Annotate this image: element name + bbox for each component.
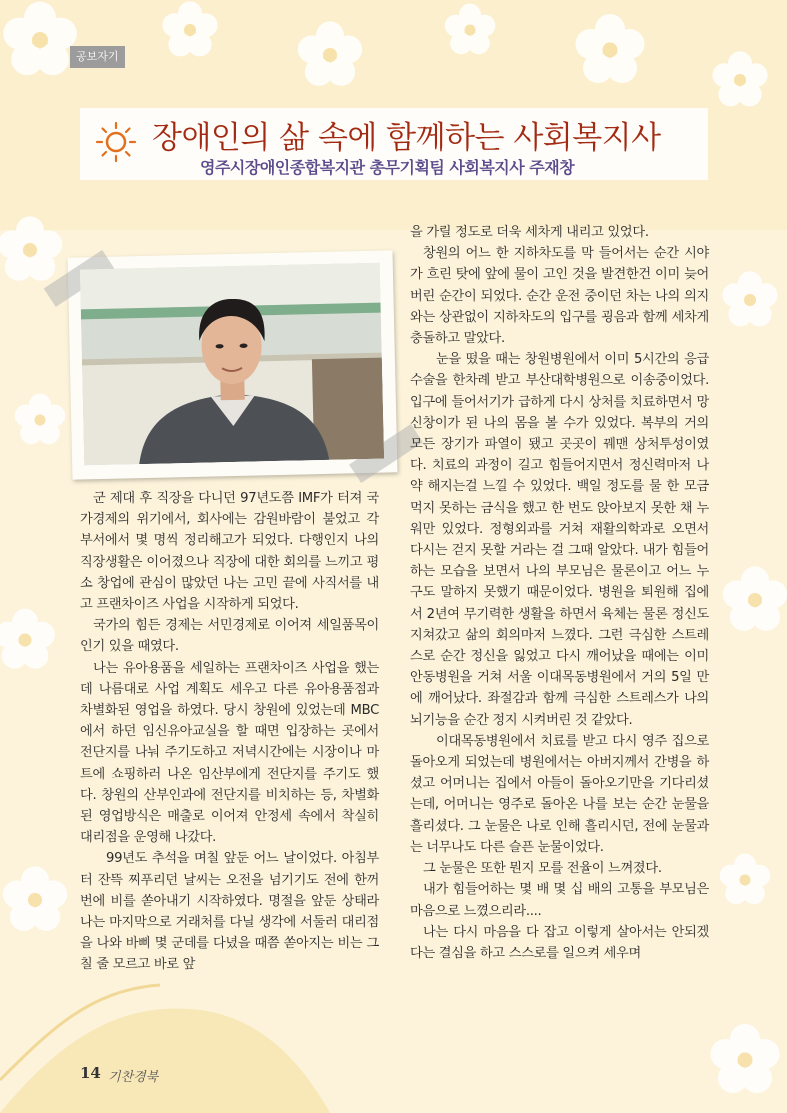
- author-photo: [80, 263, 384, 466]
- paragraph: 눈을 떴을 때는 창원병원에서 이미 5시간의 응급수술을 한차례 받고 부산대학병원으로 이송중이었다. 입구에 들어서기가 급하게 다시 상처를 치료하면서 망신창이가 된 나의 몸을 볼 수가 있었다. 복부의 거의 모든 장기가 파열이 됐고 곳곳이 꿰맨 상처투성이였다. 치료의 과정이 길고 힘들어지면서 정신력마저 나약 해지는걸 느낄 수 있었다. 백일 정도를 물 한 모금 먹지 못하는 금식을 했고 한 번도 앉아보지 못한 채 누워만 있었다. 정형외과를 거쳐 재활의학과로 오면서 다시는 걷지 못할 거라는 걸 그때 알았다. 내가 힘들어하는 모습을 보면서 나의 부모님은 물론이고 어느 누구도 말하지 못했기 때문이었다. 병원을 퇴원해 집에서 2년여 무기력한 생활을 하면서 육체는 물론 정신도 지쳐갔고 삶의 회의마저 느꼈다. 그런 극심한 스트레스로 순간 정신을 잃었고 다시 깨어났을 때에는 이미 안동병원을 거쳐 서울 이대목동병원에서 거의 5일 만에 깨어났다. 좌절감과 함께 극심한 스트레스가 나의 뇌기능을 순간 정지 시켜버린 것 같았다.: [410, 352, 709, 728]
- paragraph: 내가 힘들어하는 몇 배 몇 십 배의 고통을 부모님은 마음으로 느꼈으리라....: [410, 882, 709, 919]
- paragraph: 국가의 힘든 경제는 서민경제로 이어져 세일품목이 인기 있을 때였다.: [80, 618, 379, 655]
- paragraph: 이대목동병원에서 치료를 받고 다시 영주 집으로 돌아오게 되었는데 병원에서는 아버지께서 간병을 하셨고 어머니는 집에서 아들이 돌아오기만을 기다리셨는데, 어머니는 영주로 돌아온 나를 보는 순간 눈물을 흘리셨다. 그 눈물은 나로 인해 흘리시던, 전에 눈물과는 너무나도 다른 슬픈 눈물이었다.: [410, 733, 709, 855]
- sun-icon: [94, 120, 138, 164]
- paragraph: 을 가릴 정도로 더욱 세차게 내리고 있었다.: [410, 225, 649, 240]
- article-subtitle: 영주시장애인종합복지관 총무기획팀 사회복지사 주재창: [200, 158, 575, 177]
- page-number: 14: [80, 1064, 101, 1082]
- article-column-right: [410, 222, 709, 964]
- paragraph: 군 제대 후 직장을 다니던 97년도쯤 IMF가 터져 국가경제의 위기에서, 회사에는 감원바람이 불었고 각 부서에서 몇 명씩 정리해고가 되었다. 다행인지 나의 직장생활은 이어졌으나 직장에 대한 회의를 느끼고 평소 창업에 관심이 많았던 나는 고민 끝에 사직서를 내고 프랜차이즈 사업을 시작하게 되었다.: [80, 491, 379, 613]
- article-title: 장애인의 삶 속에 함께하는 사회복지사: [152, 120, 661, 156]
- paragraph: 창원의 어느 한 지하차도를 막 들어서는 순간 시야가 흐린 탓에 앞에 물이 고인 것을 발견한건 이미 늦어 버린 순간이 되었다. 순간 운전 중이던 차는 나의 의지와는 상관없이 지하차도의 입구를 굉음과 함께 세차게 충돌하고 말았다.: [410, 246, 709, 347]
- title-box: [80, 108, 708, 180]
- paragraph: 그 눈물은 또한 뭔지 모를 전율이 느껴졌다.: [423, 861, 662, 877]
- magazine-name: 기찬경북: [108, 1070, 159, 1085]
- paragraph: 나는 다시 마음을 다 잡고 이렇게 살아서는 안되겠다는 결심을 하고 스스로를 일으켜 세우며: [410, 924, 709, 961]
- paragraph: 나는 유아용품을 세일하는 프랜차이즈 사업을 했는데 나름대로 사업 계획도 세우고 다른 유아용품점과 차별화된 영업을 하였다. 당시 창원에 있었는데 MBC에서 하던 임신유아교실을 할 때면 입장하는 곳에서 전단지를 나눠 주기도하고 저녁시간에는 시장이나 마트에 쇼핑하러 나온 임산부에게 전단지를 주기도 했다. 창원의 산부인과에 전단지를 비치하는 등, 차별화된 영업방식은 매출로 이어져 안정세 속에서 착실히 대리점을 운영해 나갔다.: [80, 660, 379, 846]
- article-column-left: [80, 488, 379, 976]
- paragraph: 99년도 추석을 며칠 앞둔 어느 날이었다. 아침부터 잔뜩 찌푸리던 날씨는 오전을 넘기기도 전에 한꺼번에 비를 쏟아내기 시작하였다. 명절을 앞둔 상태라 나는 마지막으로 거래처를 다닐 생각에 서둘러 대리점을 나와 바삐 몇 군데를 다녔을 때쯤 쏟아지는 비는 그칠 줄 모르고 바로 앞: [80, 851, 379, 973]
- section-tag: 공보자기: [70, 46, 125, 68]
- author-photo-frame: [68, 250, 398, 479]
- person-portrait-icon: [80, 263, 384, 466]
